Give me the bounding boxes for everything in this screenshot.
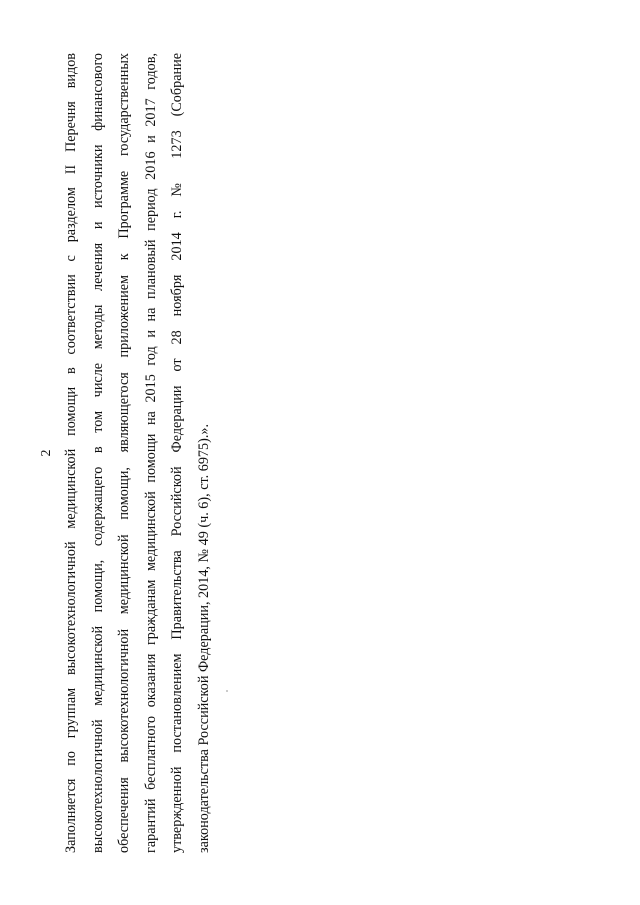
paragraph-line: высокотехнологичной медицинской помощи, содержащего в том числе методы лечения и источники финансового: [90, 53, 106, 853]
paragraph-line: гарантий бесплатного оказания гражданам медицинской помощи на 2015 год и на плановый период 2016 и 2017 годов,: [143, 53, 159, 853]
paragraph-line: обеспечения высокотехнологичной медицинской помощи, являющегося приложением к Программе государственных: [116, 53, 132, 853]
paragraph-line: утвержденной постановлением Правительства Российской Федерации от 28 ноября 2014 г. № 1273 (Собрание: [169, 53, 185, 853]
paragraph-line: законодательства Российской Федерации, 2014, № 49 (ч. 6), ст. 6975).».: [196, 423, 212, 853]
rotated-content: [39, 53, 212, 853]
paragraph-line: Заполняется по группам высокотехнологичной медицинской помощи в соответствии с разделом II Перечня видов: [63, 53, 79, 853]
page-number: 2: [39, 449, 54, 457]
scan-speck: [226, 690, 228, 692]
